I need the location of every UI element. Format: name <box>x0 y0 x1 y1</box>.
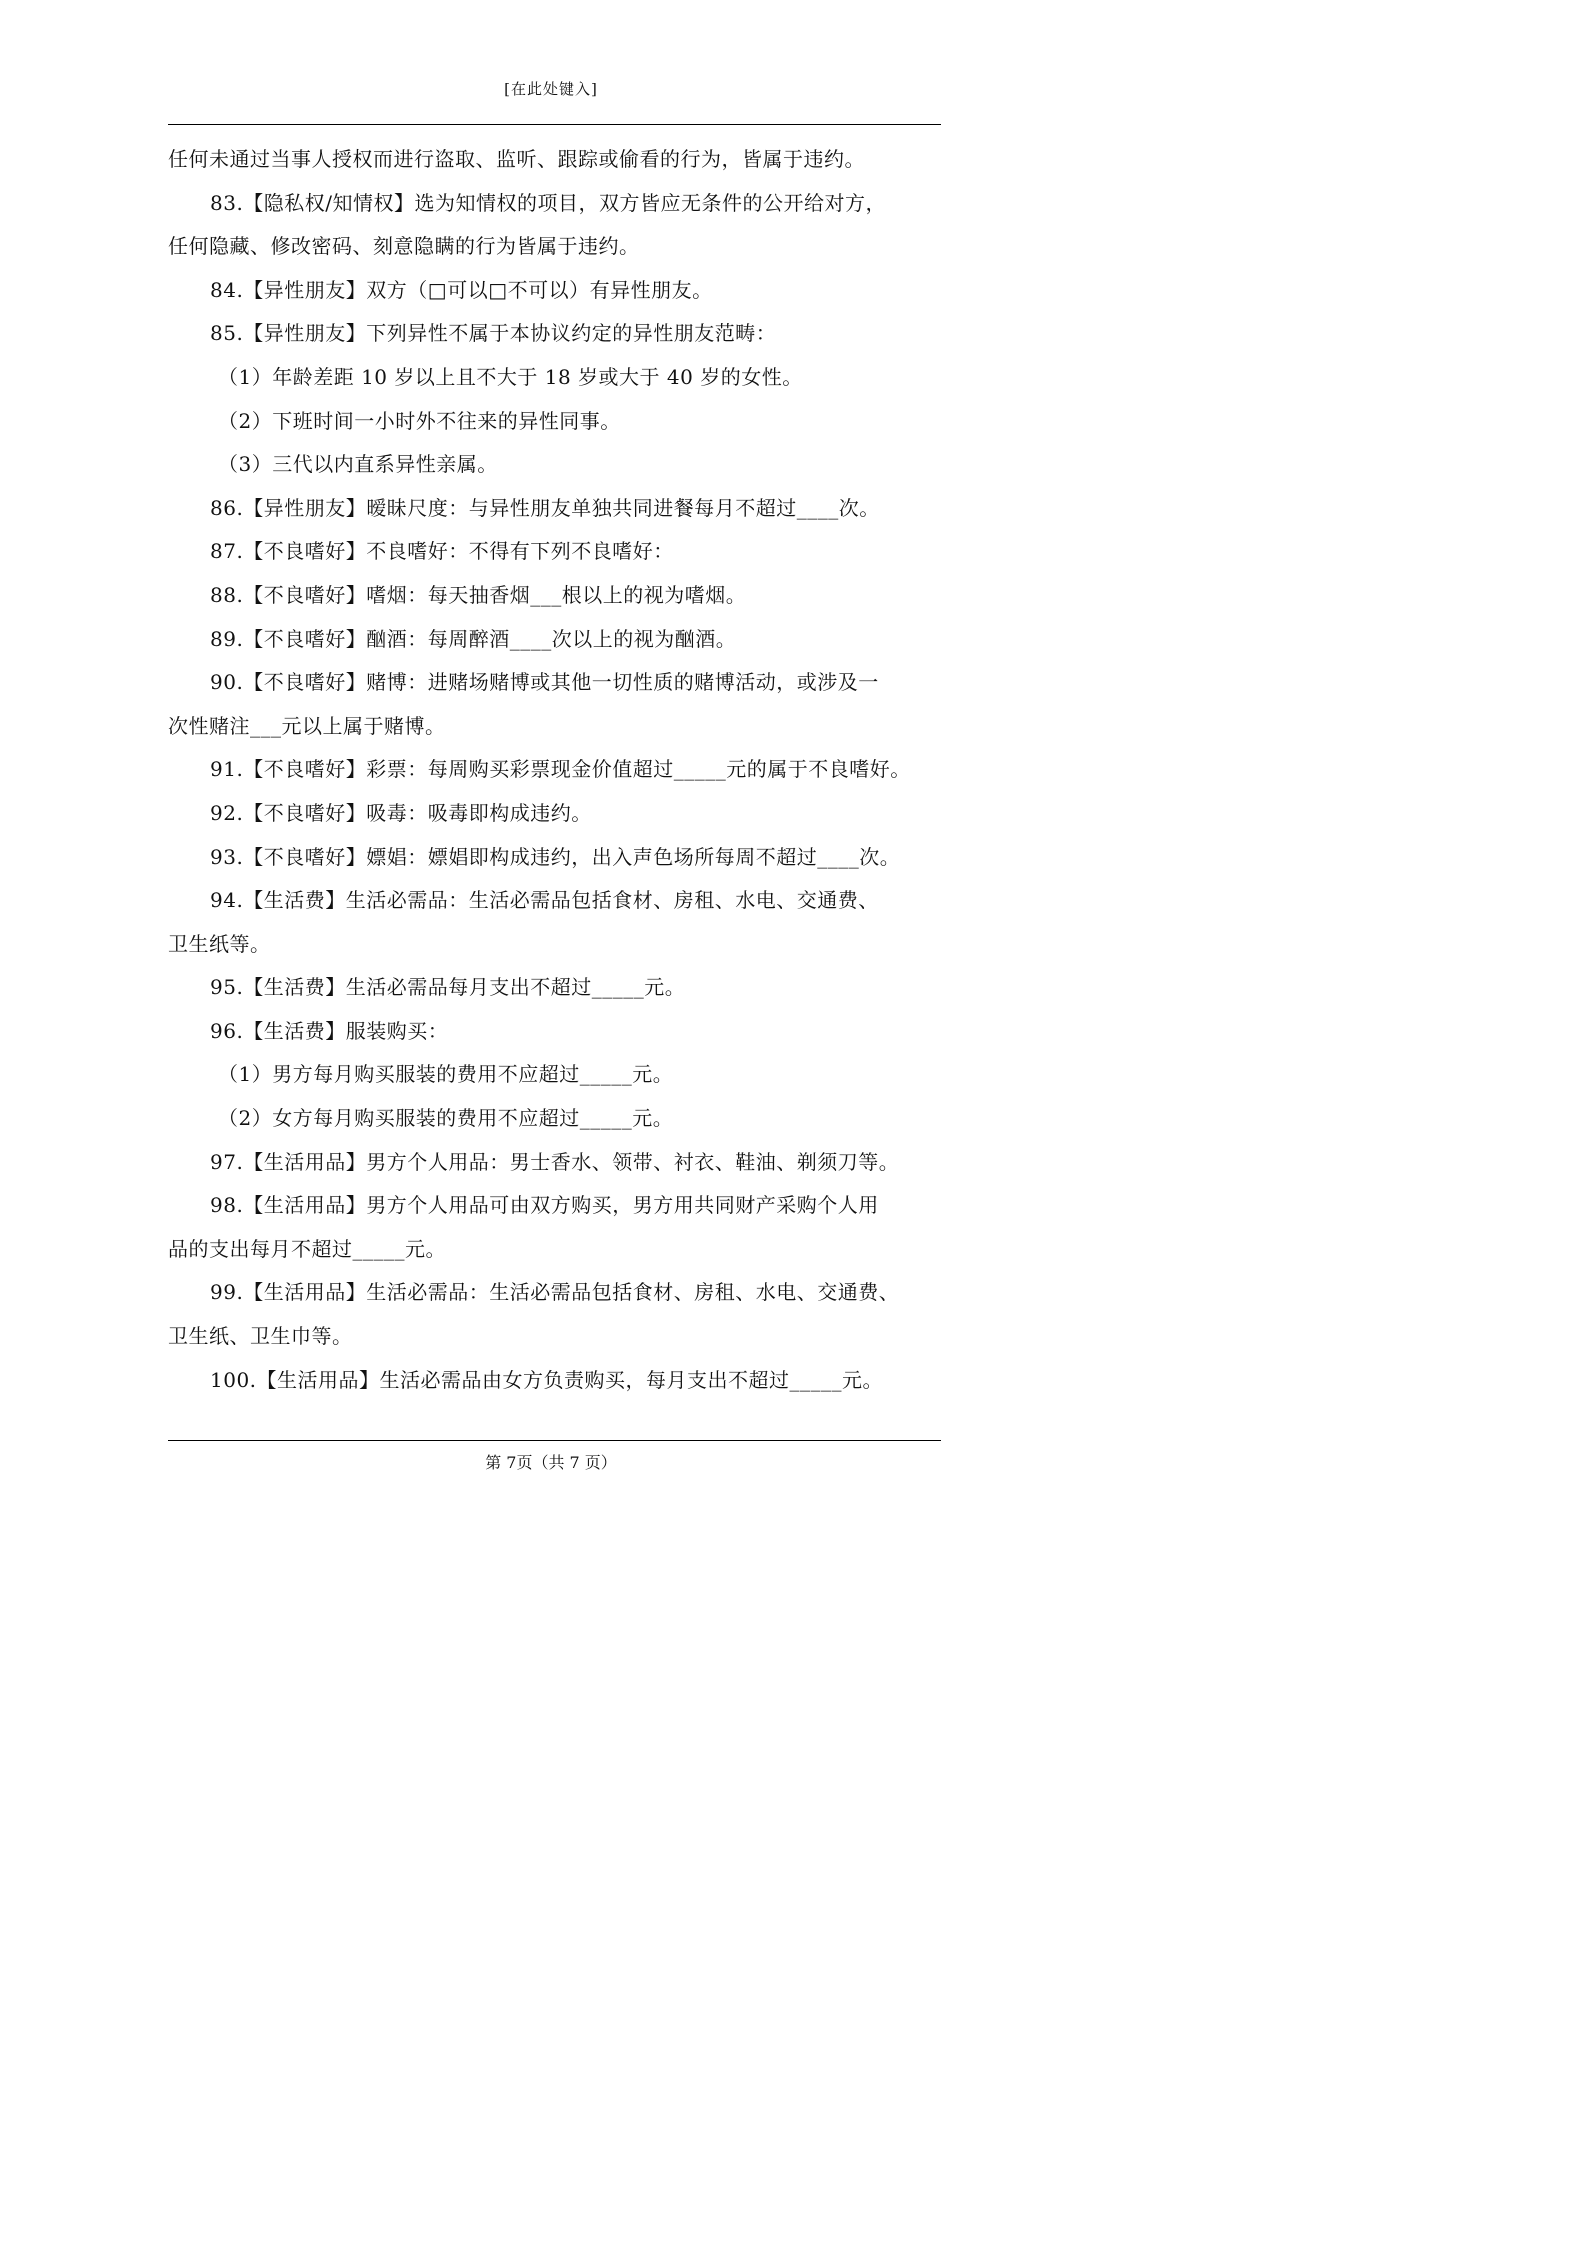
text-line: 任何未通过当事人授权而进行盗取、监听、跟踪或偷看的行为，皆属于违约。 <box>168 147 865 171</box>
text-line: 83.【隐私权/知情权】选为知情权的项目，双方皆应无条件的公开给对方， <box>210 190 887 215</box>
text-line: 任何隐藏、修改密码、刻意隐瞒的行为皆属于违约。 <box>168 234 640 259</box>
page-footer: 第 7页（共 7 页） <box>485 1453 617 1472</box>
text-line: 91.【不良嗜好】彩票：每周购买彩票现金价值超过_____元的属于不良嗜好。 <box>210 757 911 782</box>
text-line: 94.【生活费】生活必需品：生活必需品包括食材、房租、水电、交通费、 <box>210 888 879 913</box>
text-line: 次性赌注___元以上属于赌博。 <box>168 713 446 738</box>
document-body <box>168 138 941 1402</box>
text-line: 90.【不良嗜好】赌博：进赌场赌博或其他一切性质的赌博活动，或涉及一 <box>210 670 879 695</box>
header-rule <box>168 124 941 125</box>
text-line: 98.【生活用品】男方个人用品可由双方购买，男方用共同财产采购个人用 <box>210 1193 879 1218</box>
text-line: （2）下班时间一小时外不往来的异性同事。 <box>218 408 621 433</box>
text-line: 86.【异性朋友】暧昧尺度：与异性朋友单独共同进餐每月不超过____次。 <box>210 495 880 520</box>
text-line: 85.【异性朋友】下列异性不属于本协议约定的异性朋友范畴： <box>210 321 777 346</box>
text-line: 99.【生活用品】生活必需品：生活必需品包括食材、房租、水电、交通费、 <box>210 1280 900 1305</box>
text-line: 97.【生活用品】男方个人用品：男士香水、领带、衬衣、鞋油、剃须刀等。 <box>210 1149 900 1174</box>
text-line: 84.【异性朋友】双方（□可以□不可以）有异性朋友。 <box>210 277 713 302</box>
text-line: （3）三代以内直系异性亲属。 <box>218 452 498 477</box>
text-line: 品的支出每月不超过_____元。 <box>168 1236 446 1261</box>
text-line: （1）年龄差距 10 岁以上且不大于 18 岁或大于 40 岁的女性。 <box>218 364 803 389</box>
footer-rule <box>168 1440 941 1441</box>
text-line: 卫生纸等。 <box>168 931 271 956</box>
text-line: 87.【不良嗜好】不良嗜好：不得有下列不良嗜好： <box>210 539 674 564</box>
text-line: 93.【不良嗜好】嫖娼：嫖娼即构成违约，出入声色场所每周不超过____次。 <box>210 844 901 869</box>
text-line: 95.【生活费】生活必需品每月支出不超过_____元。 <box>210 975 686 1000</box>
text-line: 89.【不良嗜好】酗酒：每周醉酒____次以上的视为酗酒。 <box>210 626 737 651</box>
text-line: 88.【不良嗜好】嗜烟：每天抽香烟___根以上的视为嗜烟。 <box>210 582 747 607</box>
text-line: 卫生纸、卫生巾等。 <box>168 1324 353 1349</box>
page-header: [在此处键入] <box>504 80 598 98</box>
text-line: 96.【生活费】服装购买： <box>210 1018 449 1043</box>
text-line: 100.【生活用品】生活必需品由女方负责购买，每月支出不超过_____元。 <box>210 1367 884 1392</box>
text-line: （1）男方每月购买服装的费用不应超过_____元。 <box>218 1062 674 1087</box>
text-line: （2）女方每月购买服装的费用不应超过_____元。 <box>218 1106 674 1131</box>
text-line: 92.【不良嗜好】吸毒：吸毒即构成违约。 <box>210 800 592 825</box>
